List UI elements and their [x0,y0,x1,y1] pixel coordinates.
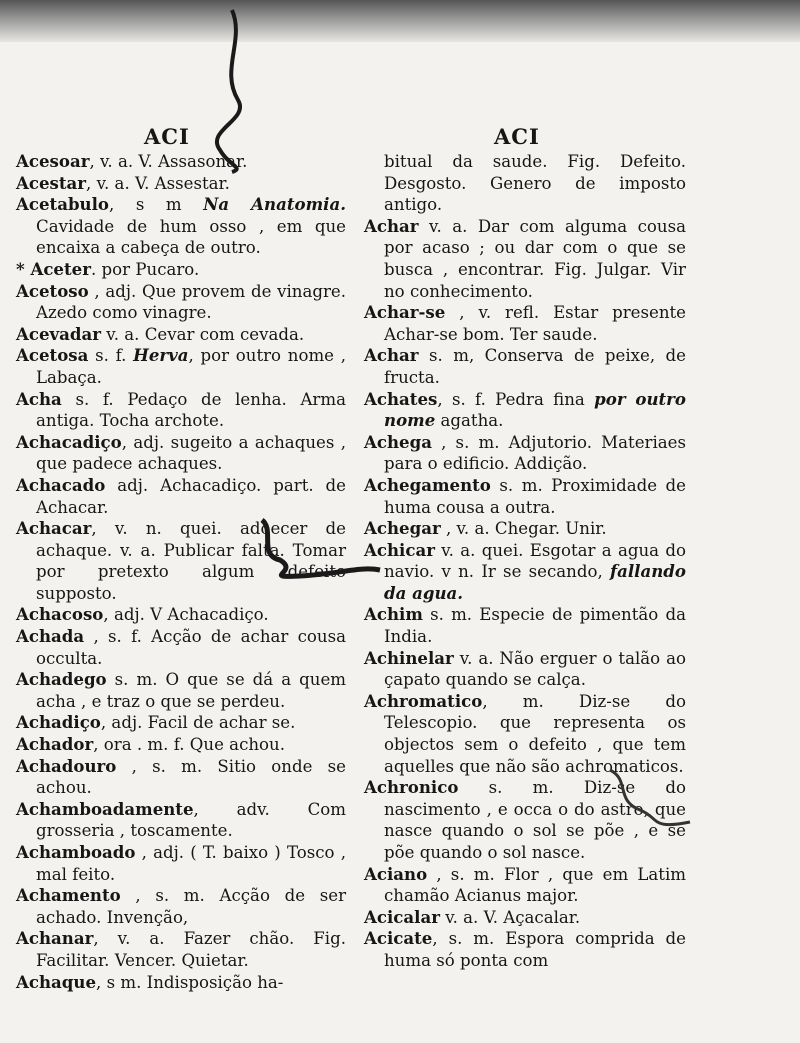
dictionary-entry [16,604,346,626]
dictionary-entry [16,151,346,173]
entry-headword: Achada [16,626,85,647]
entry-headword: Acicalar [364,906,440,927]
entry-headword: Achinelar [364,647,454,668]
entry-headword: Achromatico [364,690,483,711]
entry-headword: Achacado [16,474,106,495]
entry-headword: Achador [16,734,94,755]
dictionary-entry [364,648,686,691]
dictionary-entry [364,475,686,518]
dictionary-entry [364,928,686,971]
entry-text: s. m. Diz-se do nascimento , e occa o do astro, que nasce quando o sol se põe , e se põe quando o sol nasce. [384,778,686,862]
entry-headword: Acha [16,388,62,409]
entry-headword: Achar-se [364,302,446,323]
entry-text: adj. Achacadiço. part. de Achacar. [36,475,346,517]
entry-headword: Achronico [364,777,459,798]
dictionary-entry [16,259,346,281]
entry-headword: Acevadar [16,323,102,344]
entry-text: , adj. Que provem de vinagre. Azedo como vinagre. [36,281,346,323]
entry-text-rest: , por outro nome , Labaça. [36,346,346,387]
entry-headword: Achates [364,388,438,409]
entry-headword: Acetoso [16,280,89,301]
dictionary-entry [364,540,686,605]
entry-text: s. m. O que se dá a quem acha , e traz o que se perdeu. [36,670,346,711]
dictionary-entry [364,864,686,907]
dictionary-entry [364,345,686,388]
entry-italic-text: Herva [133,345,189,366]
entry-text: , adj. Facil de achar se. [100,713,296,733]
dictionary-entry [16,194,346,259]
entry-text: , adv. Com grosseria , toscamente. [36,799,346,841]
dictionary-entry [16,712,346,734]
entry-text: s. m. Especie de pimentão da India. [384,605,686,647]
page-top-shadow [0,0,800,42]
entry-text: s. f. Pedaço de lenha. Arma antiga. Tocha archote. [36,389,346,431]
entry-text: , m. Diz-se do Telescopio. que representa os objectos sem o defeito , que tem aquelles que não são achromaticos. [384,691,686,776]
entry-headword: Achar [364,215,419,236]
dictionary-entry [364,389,686,432]
entry-text: v. a. V. Açacalar. [439,907,581,927]
entry-text: v. a. Dar com alguma cousa por acaso ; ou dar com o que se busca , encontrar. Fig. Julgar. Vir no conhecimento. [384,216,686,301]
entry-headword: Acicate [364,928,433,949]
right-entries [364,151,686,972]
entry-headword: * Aceter [16,258,91,279]
entry-text: v. a. Não erguer o talão ao çapato quando se calça. [384,648,686,690]
entry-text: . por Pucaro. [90,259,200,279]
entry-text: , s. m. Espora comprida de huma só ponta com [384,929,686,970]
dictionary-entry [364,302,686,345]
dictionary-entry [364,151,686,216]
dictionary-entry [16,756,346,799]
entry-text: bitual da saude. Fig. Defeito. Desgosto. Genero de imposto antigo. [384,152,686,215]
dictionary-entry [16,173,346,195]
entry-headword: Achamento [16,885,121,906]
entry-text: , v. refl. Estar presente Achar-se bom. Ter saude. [384,303,686,344]
entry-headword: Achanar [16,928,94,949]
entry-italic-text: fallando da agua. [384,561,686,603]
entry-headword: Achegar [364,518,441,539]
entry-text: , s. m. Acção de ser achado. Invenção, [36,886,346,927]
entry-text: s. f. [88,346,127,366]
dictionary-entry [364,777,686,863]
entry-text: , s. f. Acção de achar cousa occulta. [36,627,346,668]
entry-text: , s. m. Flor , que em Latim chamão Acianus major. [384,864,686,906]
dictionary-entry [16,518,346,604]
dictionary-entry [364,518,686,540]
dictionary-entry [16,972,346,994]
entry-headword: Acetabulo [16,194,109,215]
entry-text-rest: Cavidade de hum osso , em que encaixa a cabeça de outro. [36,216,346,258]
entry-headword: Achaque [16,971,97,992]
entry-text: , v. a. Chegar. Unir. [440,519,607,539]
entry-text-rest: agatha. [435,411,504,431]
entry-headword: Achacoso [16,604,104,625]
entry-headword: Acestar [16,172,87,193]
entry-text: , s. m. Sitio onde se achou. [36,756,346,798]
dictionary-entry [16,432,346,475]
dictionary-entry [364,691,686,777]
dictionary-entry [16,345,346,388]
right-column-header: ACI [494,124,540,149]
dictionary-entry [16,799,346,842]
entry-italic-text: Na Anatomia. [203,194,346,215]
dictionary-entry [364,604,686,647]
entry-headword: Achega [364,431,432,452]
entry-text: , adj. ( T. baixo ) Tosco , mal feito. [36,843,346,884]
dictionary-entry [16,842,346,885]
entry-headword: Achamboadamente [16,798,194,819]
entry-text: s. m. Proximidade de huma cousa a outra. [384,475,686,517]
entry-text: , v. a. V. Assasonar. [89,152,248,171]
entry-text: , adj. sugeito a achaques , que padece achaques. [36,432,346,474]
dictionary-entry [16,669,346,712]
left-entries [16,151,346,993]
dictionary-entry [16,928,346,971]
entry-headword: Achicar [364,539,435,560]
entry-text: , s. m. Adjutorio. Materiaes para o edificio. Addição. [384,432,686,474]
dictionary-entry [16,885,346,928]
entry-text: v. a. Cevar com cevada. [101,324,305,344]
entry-headword: Achar [364,345,419,366]
entry-text: , s. f. Pedra fina [437,389,585,409]
entry-text: s. m, Conserva de peixe, de fructa. [384,346,686,387]
dictionary-entry [16,281,346,324]
dictionary-entry [16,324,346,346]
entry-headword: Achegamento [364,474,491,495]
dictionary-entry [364,432,686,475]
entry-headword: Acetosa [16,345,89,366]
left-column-header: ACI [144,124,190,149]
entry-text: , s m. Indisposição ha- [96,972,284,992]
dictionary-entry [16,389,346,432]
entry-text: , ora . m. f. Que achou. [93,735,286,755]
entry-headword: Achacadiço [16,431,122,452]
entry-text: , v. a. V. Assestar. [86,173,230,193]
entry-italic-text: por outro nome [384,388,686,431]
entry-text: , v. a. Fazer chão. Fig. Facilitar. Vencer. Quietar. [36,929,346,970]
entry-headword: Acesoar [16,151,90,171]
dictionary-entry [16,734,346,756]
entry-headword: Achadego [16,669,107,690]
entry-headword: Achim [364,604,423,625]
dictionary-entry [16,475,346,518]
entry-text: v. a. quei. Esgotar a agua do navio. v n. Ir se secando, [384,540,686,582]
entry-headword: Achamboado [16,842,136,862]
entry-text: , v. n. quei. adoecer de achaque. v. a. Publicar falta. Tomar por pretexto algum defeito supposto. [36,519,346,603]
dictionary-entry [364,216,686,302]
entry-text: , s m [109,195,182,215]
entry-headword: Aciano [364,863,428,884]
dictionary-entry [16,626,346,669]
entry-headword: Achacar [16,518,92,539]
entry-text: , adj. V Achacadiço. [103,605,269,625]
dictionary-entry [364,907,686,929]
entry-headword: Achadiço [16,712,101,733]
entry-headword: Achadouro [16,755,117,776]
